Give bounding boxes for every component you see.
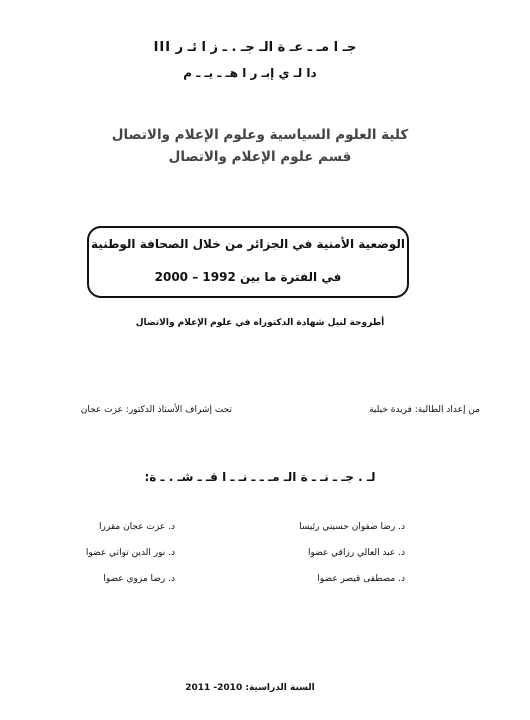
thesis-subtitle: أطروحة لنيل شهادة الدكتوراه في علوم الإعلام والاتصال xyxy=(135,318,385,328)
prepared-by: من إعداد الطالبة: فريدة خيلية xyxy=(369,405,480,415)
supervised-by: تحت إشراف الأستاذ الدكتور: عزت عجان xyxy=(80,405,232,415)
university-name-line1: جـ ا مـ ـ عـ ة الـ جـ . ـ ز ا ئـ ر III xyxy=(153,40,357,55)
thesis-title-line1: الوضعية الأمنية في الجزائر من خلال الصحافة الوطنية xyxy=(91,237,405,251)
thesis-title-line2: في الفترة ما بين 1992 – 2000 xyxy=(154,270,342,284)
jury-member: د. عزت عجان مقررا xyxy=(99,522,175,532)
department-name: قسم علوم الإعلام والاتصال xyxy=(168,149,352,165)
jury-member: د. رضا صفوان حسيني رئيسا xyxy=(299,522,405,532)
jury-heading: لـ . جـ ـ نـ ـ ة الـ مـ ـ ـ نـ ـ ا قـ ـ شـ . ـ ة: xyxy=(144,470,376,484)
jury-member: د. نور الدين تواتي عضوا xyxy=(85,548,175,558)
faculty-name: كلية العلوم السياسية وعلوم الإعلام والاتصال xyxy=(111,127,409,143)
university-name-line2: دا لـ ي إبـ ر ا هـ ـ يـ ـ م xyxy=(183,66,317,80)
jury-member: د. عبد العالي رزاقي عضوا xyxy=(307,548,405,558)
academic-year: السنة الدراسية: 2010- 2011 xyxy=(185,683,315,693)
jury-member: د. مصطفى قيصر عضوا xyxy=(317,574,405,584)
jury-member: د. رضا مزوي عضوا xyxy=(103,574,175,584)
